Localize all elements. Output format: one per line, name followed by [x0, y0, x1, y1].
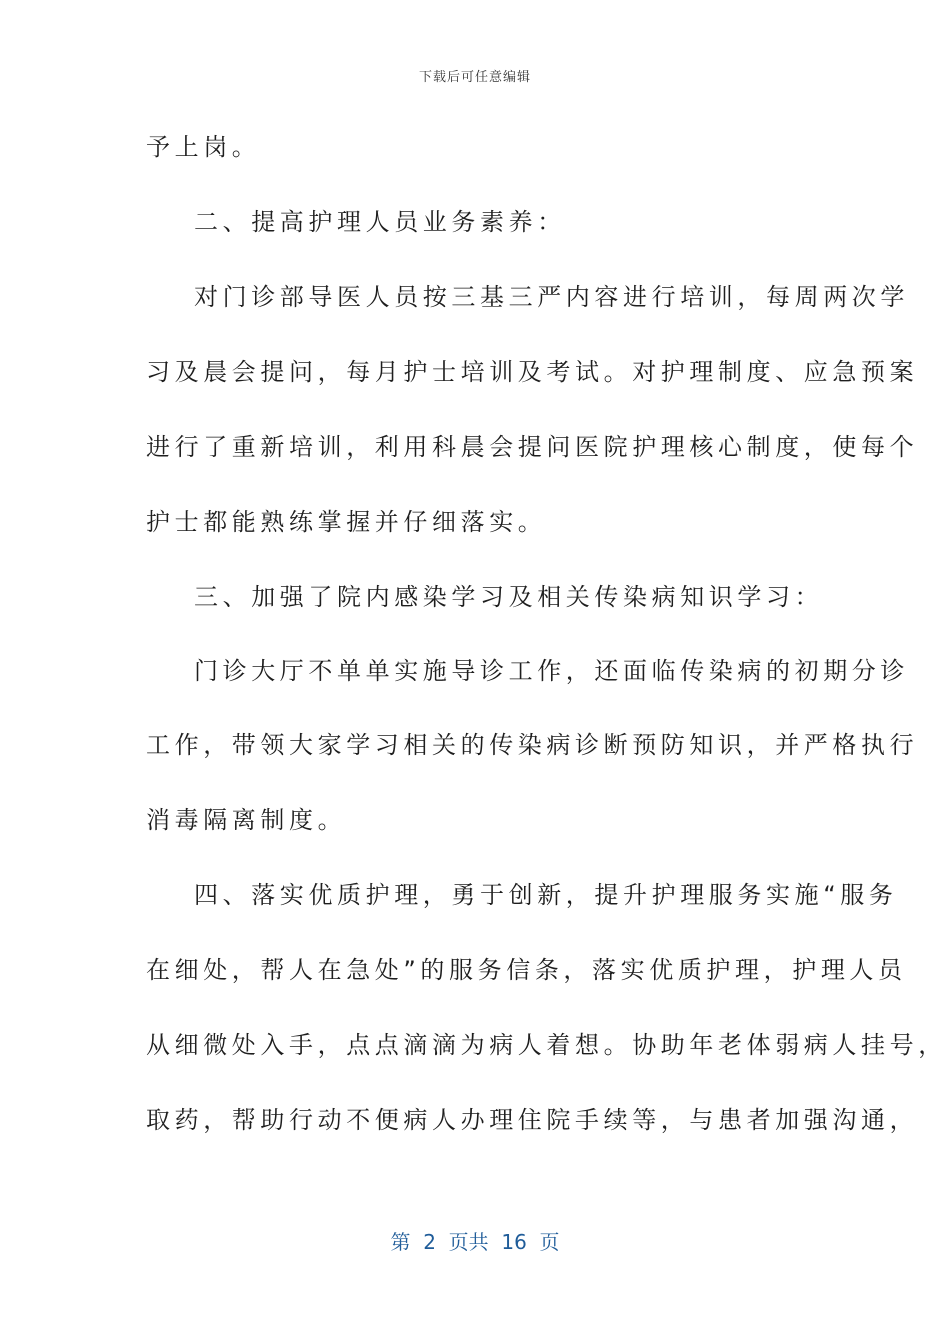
text-line: 取药，帮助行动不便病人办理住院手续等，与患者加强沟通，: [146, 1106, 919, 1134]
section-heading: 三、加强了院内感染学习及相关传染病知识学习：: [194, 583, 824, 611]
section-heading: 四、落实优质护理，勇于创新，提升护理服务实施“服务: [194, 881, 898, 909]
page-header-note: 下载后可任意编辑: [418, 70, 531, 85]
text-line: 予上岗。: [146, 133, 261, 161]
footer-label-end: 页: [539, 1230, 560, 1254]
text-line: 护士都能熟练掌握并仔细落实。: [146, 508, 547, 536]
footer-label-page: 第: [390, 1230, 411, 1254]
footer-label-of: 页共: [448, 1230, 489, 1254]
footer-total-pages: 16: [501, 1230, 527, 1254]
text-line: 对门诊部导医人员按三基三严内容进行培训，每周两次学: [194, 283, 909, 311]
text-line: 消毒隔离制度。: [146, 806, 347, 834]
page-number-footer: [0, 1226, 950, 1255]
section-heading: 二、提高护理人员业务素养：: [194, 208, 566, 236]
text-line: 进行了重新培训，利用科晨会提问医院护理核心制度，使每个: [146, 433, 919, 461]
text-line: 门诊大厅不单单实施导诊工作，还面临传染病的初期分诊: [194, 657, 909, 685]
text-line: 习及晨会提问，每月护士培训及考试。对护理制度、应急预案: [146, 358, 919, 386]
footer-current-page: 2: [423, 1230, 436, 1254]
text-line: 在细处，帮人在急处”的服务信条，落实优质护理，护理人员: [146, 956, 907, 984]
text-line: 从细微处入手，点点滴滴为病人着想。协助年老体弱病人挂号，: [146, 1031, 947, 1059]
text-line: 工作，带领大家学习相关的传染病诊断预防知识，并严格执行: [146, 731, 919, 759]
